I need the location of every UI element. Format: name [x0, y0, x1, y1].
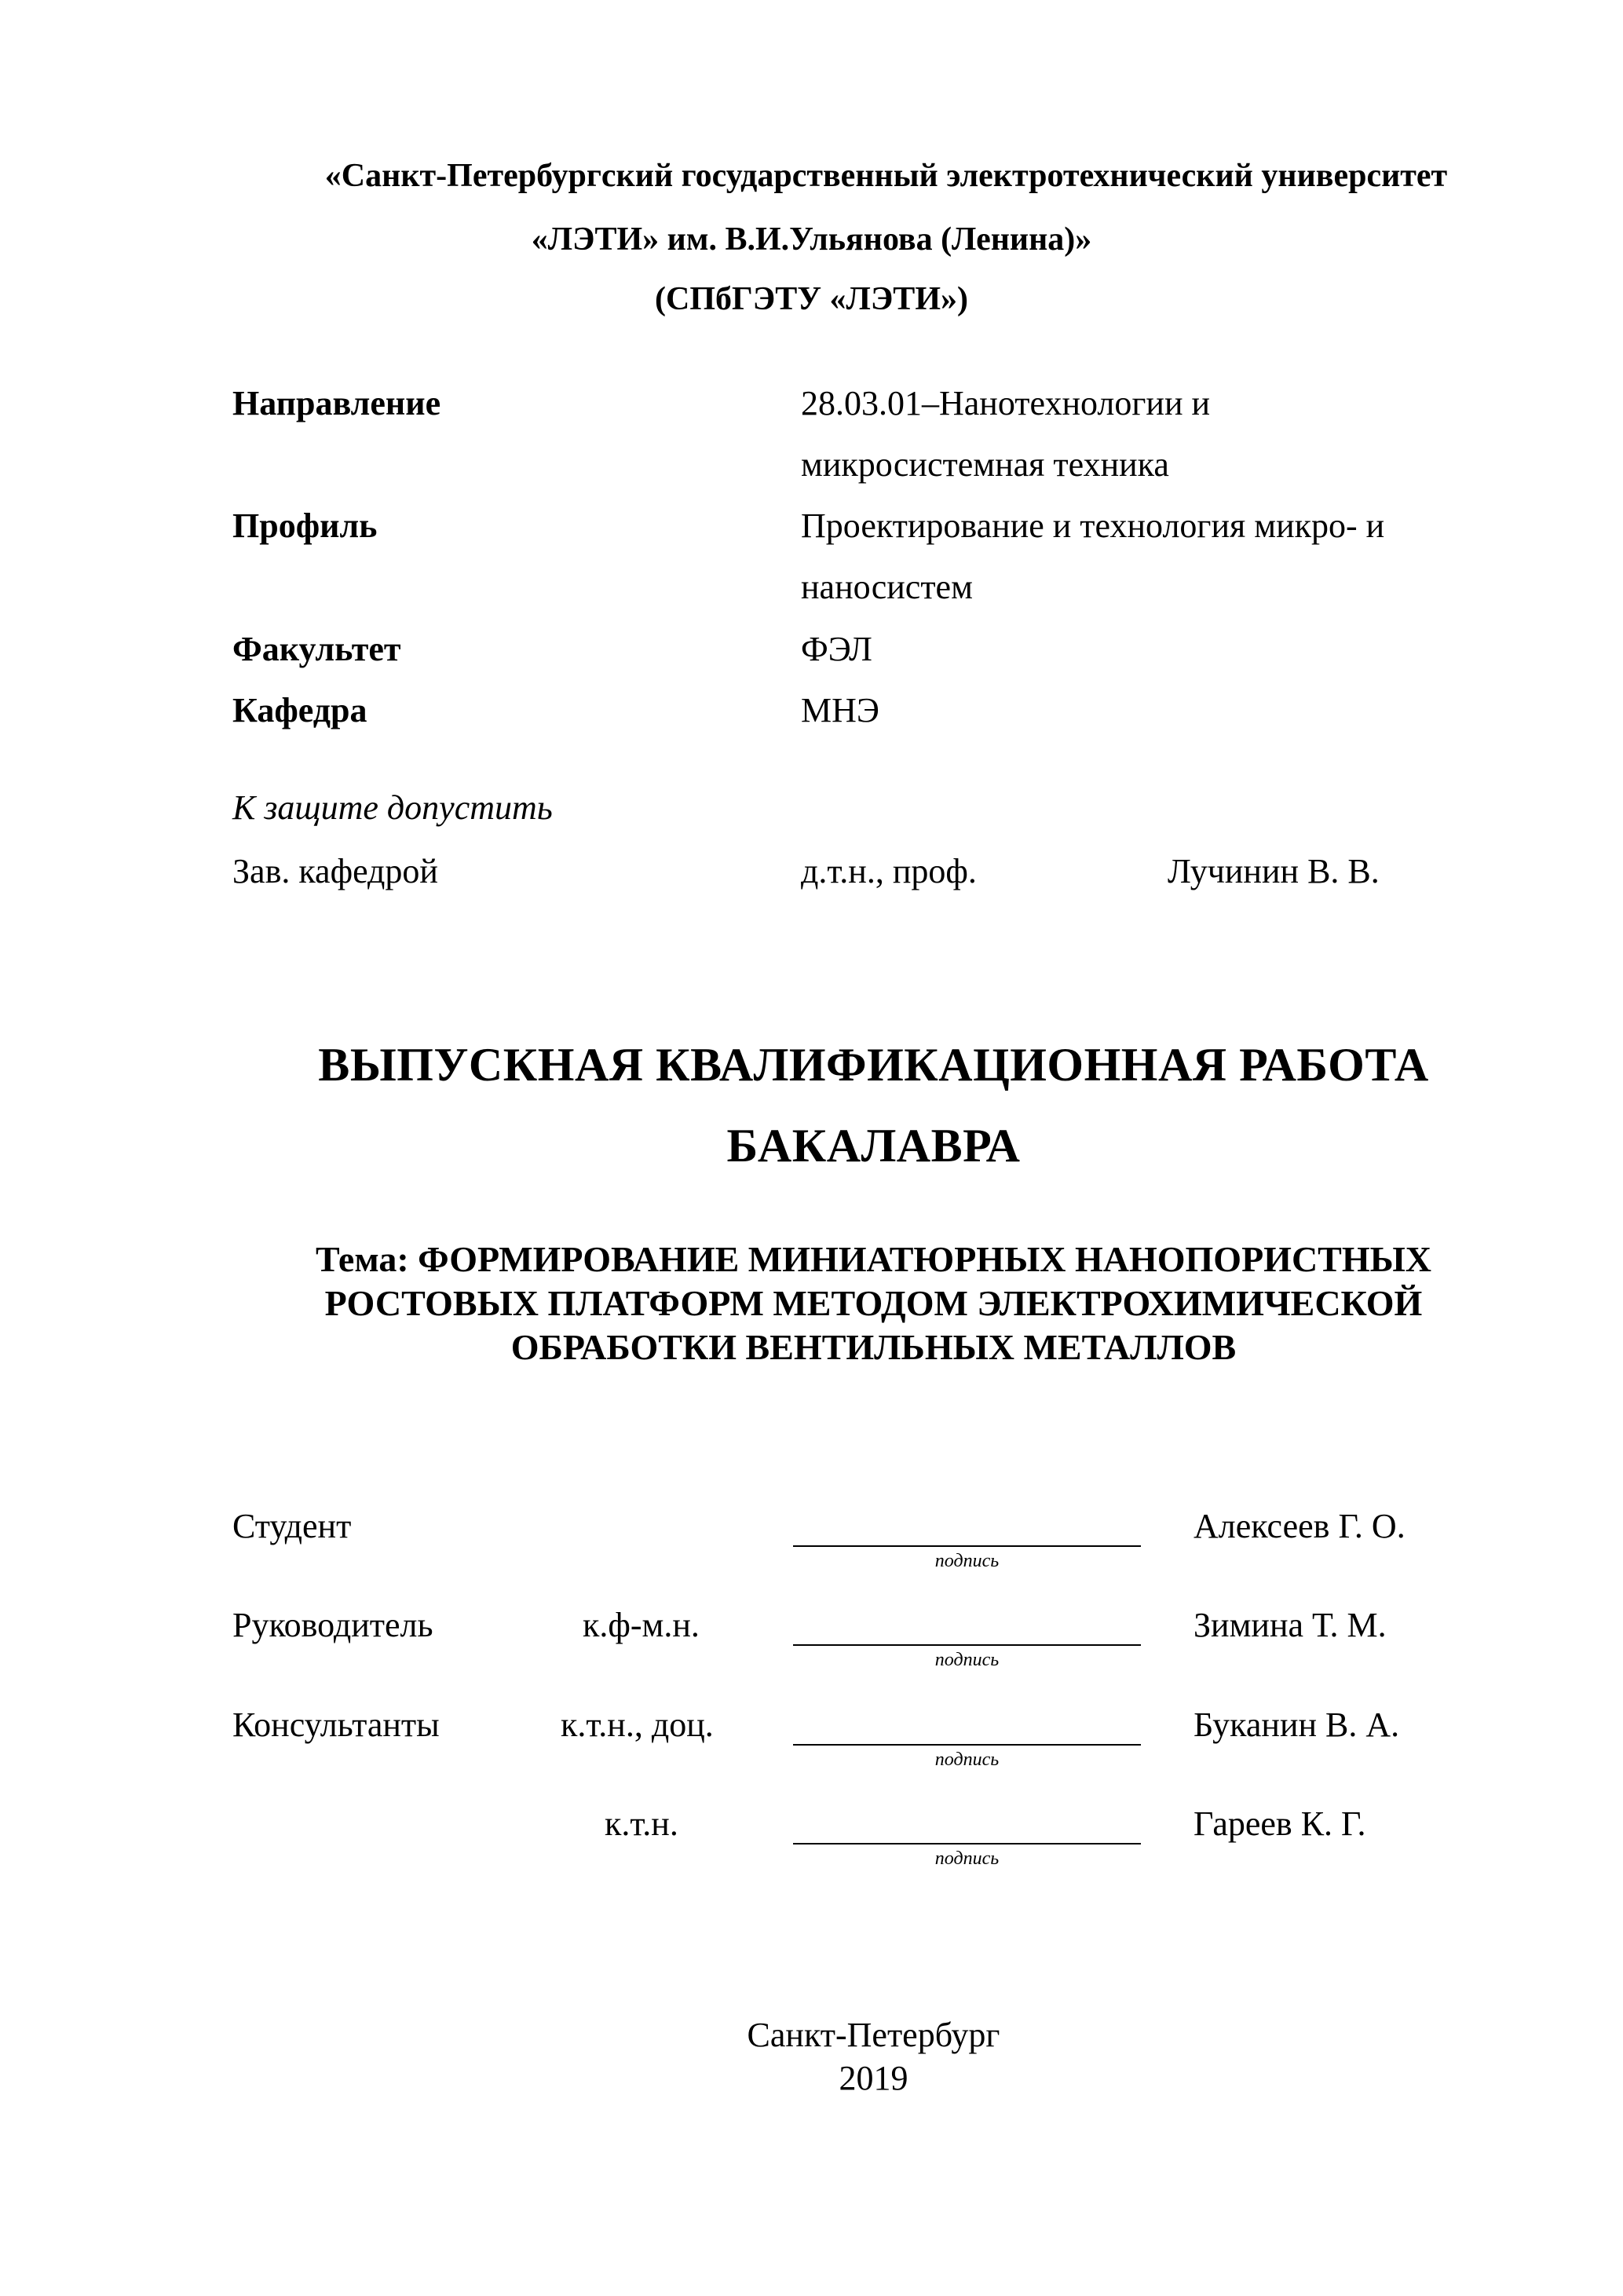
university-abbreviation: (СПбГЭТУ «ЛЭТИ») [655, 281, 968, 317]
head-of-department-label: Зав. кафедрой [232, 852, 438, 890]
consultant-2-signature-line [793, 1843, 1141, 1844]
admission-permit: К защите допустить [232, 788, 553, 827]
supervisor-signature-line [793, 1644, 1141, 1646]
student-signature-line [793, 1545, 1141, 1547]
direction-label: Направление [232, 384, 441, 422]
university-name-line-2: «ЛЭТИ» им. В.И.Ульянова (Ленина)» [531, 221, 1092, 258]
consultant-2-signature-caption: подпись [934, 1848, 1000, 1869]
consultant-1-name: Буканин В. А. [1193, 1706, 1400, 1744]
direction-value-line-2: микросистемная техника [801, 445, 1169, 484]
consultant-2-degree: к.т.н. [605, 1804, 678, 1843]
faculty-label: Факультет [232, 630, 401, 668]
consultant-1-degree: к.т.н., доц. [561, 1706, 714, 1744]
consultant-1-signature-line [793, 1744, 1141, 1746]
consultant-2-name: Гареев К. Г. [1193, 1804, 1366, 1843]
topic-line-2: РОСТОВЫХ ПЛАТФОРМ МЕТОДОМ ЭЛЕКТРОХИМИЧЕСКОЙ [324, 1283, 1423, 1323]
topic-line-3: ОБРАБОТКИ ВЕНТИЛЬНЫХ МЕТАЛЛОВ [510, 1327, 1237, 1367]
year: 2019 [839, 2059, 908, 2097]
topic-line-1: Тема: ФОРМИРОВАНИЕ МИНИАТЮРНЫХ НАНОПОРИСТНЫХ [315, 1239, 1432, 1279]
thesis-title-line-1: ВЫПУСКНАЯ КВАЛИФИКАЦИОННАЯ РАБОТА [318, 1039, 1429, 1091]
head-of-department-degree: д.т.н., проф. [801, 852, 977, 890]
city: Санкт-Петербург [747, 2016, 1000, 2054]
supervisor-signature-caption: подпись [934, 1650, 1000, 1670]
consultants-role: Консультанты [232, 1706, 440, 1744]
supervisor-degree: к.ф-м.н. [583, 1606, 700, 1644]
profile-value-line-1: Проектирование и технология микро- и [801, 506, 1385, 545]
student-signature-caption: подпись [934, 1551, 1000, 1571]
supervisor-role: Руководитель [232, 1606, 433, 1644]
department-label: Кафедра [232, 691, 367, 729]
student-name: Алексеев Г. О. [1193, 1507, 1406, 1545]
thesis-title-line-2: БАКАЛАВРА [726, 1120, 1021, 1172]
faculty-value: ФЭЛ [801, 630, 872, 668]
direction-value-line-1: 28.03.01–Нанотехнологии и [801, 384, 1211, 422]
department-value: МНЭ [801, 691, 879, 729]
supervisor-name: Зимина Т. М. [1193, 1606, 1387, 1644]
university-name-line-1: «Санкт-Петербургский государственный электротехнический университет [324, 158, 1448, 194]
head-of-department-name: Лучинин В. В. [1168, 852, 1380, 890]
profile-label: Профиль [232, 506, 378, 545]
consultant-1-signature-caption: подпись [934, 1749, 1000, 1770]
student-role: Студент [232, 1507, 352, 1545]
profile-value-line-2: наносистем [801, 568, 973, 606]
